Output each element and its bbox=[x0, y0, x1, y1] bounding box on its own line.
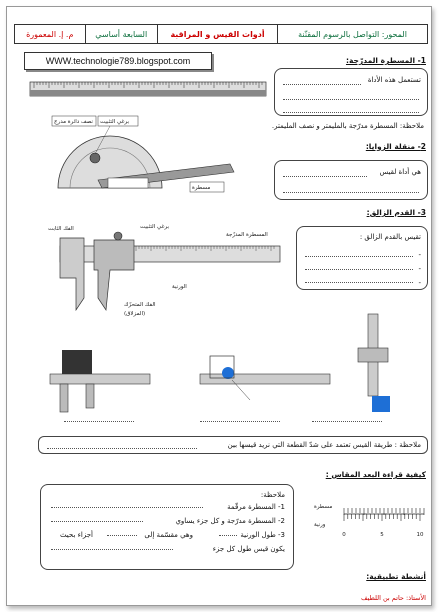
answer-line[interactable] bbox=[47, 439, 197, 449]
vernier-tick-5: 5 bbox=[380, 532, 384, 538]
header-table bbox=[14, 24, 428, 44]
answer-line[interactable] bbox=[283, 183, 419, 193]
answer-line[interactable] bbox=[283, 103, 419, 113]
caliper-label-moving-jaw: الفك المتحرّك bbox=[124, 302, 156, 308]
reading-item-2: 2- المسطرة مدرّجة و كل جزء يساوي bbox=[175, 517, 285, 525]
measurement-illustrations bbox=[50, 340, 430, 420]
caliper-label-lock-screw: برغي التثبيت bbox=[140, 224, 170, 230]
website-link[interactable]: WWW.technologie789.blogspot.com bbox=[24, 52, 212, 70]
reading-note-title: ملاحظة: bbox=[260, 491, 285, 499]
protractor-illustration bbox=[40, 120, 250, 210]
section1-box bbox=[274, 68, 428, 116]
header-grade: السابعة أساسي bbox=[85, 25, 157, 43]
answer-line[interactable] bbox=[51, 498, 203, 508]
protractor-label-arc: نصف دائرة مدرج bbox=[54, 119, 93, 125]
answer-line[interactable] bbox=[200, 412, 280, 422]
answer-line[interactable] bbox=[305, 273, 413, 283]
caliper-illustration bbox=[40, 218, 280, 328]
protractor-label-screw: برغي التثبيت bbox=[100, 119, 130, 125]
answer-line[interactable] bbox=[219, 526, 237, 536]
caliper-label-slider: (المزلاق) bbox=[124, 311, 146, 317]
reading-item-4: يكون قيس طول كل جزء bbox=[212, 545, 285, 553]
bullet: - bbox=[418, 279, 421, 287]
section2-box bbox=[274, 160, 428, 200]
section1-note: ملاحظة: المسطرة مدرّجة بالمليمتر و نصف المليمتر. bbox=[271, 122, 424, 130]
section3-note-box bbox=[38, 436, 428, 454]
header-school: م. إ. المعمورة bbox=[26, 29, 74, 39]
vernier-vernier-label: ورنية bbox=[314, 522, 326, 528]
header-axis: المحور: التواصل بالرسوم المقنّنة bbox=[277, 25, 427, 43]
reading-note-box bbox=[40, 484, 294, 570]
caliper-label-vernier: الورنية bbox=[172, 284, 187, 290]
section2-box-text: هي أداة لقيس bbox=[379, 168, 421, 176]
answer-line[interactable] bbox=[107, 526, 137, 536]
section1-box-text: تستعمل هذه الأداة bbox=[367, 76, 421, 84]
vernier-ruler-label: مسطرة bbox=[314, 504, 333, 510]
reading-item-3-mid: وهي مقسّمة إلى bbox=[144, 531, 193, 539]
answer-line[interactable] bbox=[64, 412, 134, 422]
exercises-heading: أنشطة تطبيقية: bbox=[366, 572, 426, 581]
caliper-label-fixed-jaw: الفك الثابت bbox=[48, 226, 74, 232]
section3-box bbox=[296, 226, 428, 290]
ruler-illustration bbox=[30, 80, 280, 100]
answer-line[interactable] bbox=[312, 412, 382, 422]
protractor-label-ruler: مسطرة bbox=[192, 185, 211, 191]
answer-line[interactable] bbox=[51, 540, 173, 550]
section3-note: ملاحظة : طريقة القيس تعتمد على شدّ القطعة التي نريد قيسها بين bbox=[227, 441, 421, 449]
reading-item-3: 3- طول الورنية bbox=[240, 531, 285, 539]
reading-heading: كيفية قراءة البعد المقاس : bbox=[325, 470, 426, 479]
reading-item-1: 1- المسطرة مرقّمة bbox=[227, 503, 285, 511]
bullet: - bbox=[418, 251, 421, 259]
section3-heading: 3- القدم الزالق: bbox=[366, 208, 426, 217]
vernier-tick-10: 10 bbox=[416, 532, 424, 538]
section2-heading: 2- منقلة الزوايا: bbox=[365, 142, 426, 151]
section3-box-text: تقيس بالقدم الزالق : bbox=[359, 233, 421, 241]
reading-item-3-end: أجزاء بحيث bbox=[59, 531, 93, 539]
answer-line[interactable] bbox=[305, 260, 413, 270]
caliper-label-ruler: المسطرة المدرّجة bbox=[226, 232, 268, 238]
section1-heading: 1- المسطرة المدرّجة: bbox=[345, 56, 426, 65]
answer-line[interactable] bbox=[283, 90, 419, 100]
vernier-tick-0: 0 bbox=[342, 532, 346, 538]
answer-line[interactable] bbox=[305, 247, 413, 257]
answer-line[interactable] bbox=[283, 167, 367, 177]
bullet: - bbox=[418, 265, 421, 273]
footer-teacher: الأستاذ: حاتم بن اللطيف bbox=[360, 594, 426, 602]
answer-line[interactable] bbox=[283, 75, 361, 85]
header-title: أدوات القيس و المراقبة bbox=[157, 25, 277, 43]
vernier-diagram bbox=[300, 490, 430, 550]
answer-line[interactable] bbox=[51, 512, 143, 522]
